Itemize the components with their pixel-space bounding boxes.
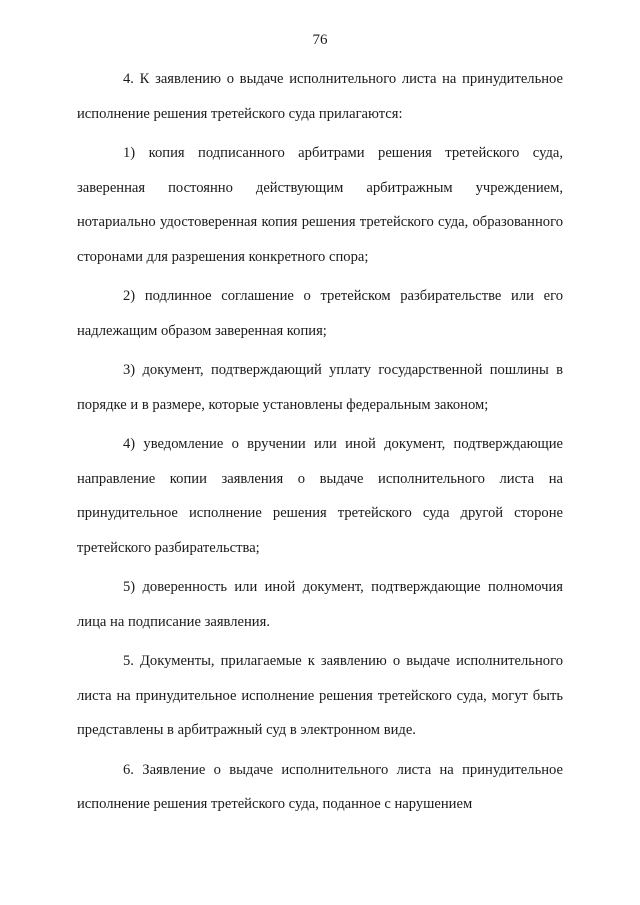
paragraph-4: 4. К заявлению о выдаче исполнительного листа на принудительное исполнение решения третейского суда прилагаются: <box>77 71 563 122</box>
paragraph-5: 5. Документы, прилагаемые к заявлению о выдаче исполнительного листа на принудительное исполнение решения третейского суда, могут быть представлены в арбитражный суд в электронном виде. <box>77 653 563 738</box>
list-item-3: 3) документ, подтверждающий уплату государственной пошлины в порядке и в размере, которые установлены федеральным законом; <box>77 362 563 413</box>
list-item-1: 1) копия подписанного арбитрами решения третейского суда, заверенная постоянно действующим арбитражным учреждением, нотариально удостоверенная копия решения третейского суда, образованного сторонами для разрешения конкретного спора; <box>77 145 563 265</box>
list-item-5: 5) доверенность или иной документ, подтверждающие полномочия лица на подписание заявления. <box>77 579 563 630</box>
list-item-4: 4) уведомление о вручении или иной документ, подтверждающие направление копии заявления о выдаче исполнительного листа на принудительное исполнение решения третейского суда другой стороне третейского разбирательства; <box>77 436 563 556</box>
paragraph-6: 6. Заявление о выдаче исполнительного листа на принудительное исполнение решения третейского суда, поданное с нарушением <box>77 761 563 812</box>
list-item-2: 2) подлинное соглашение о третейском разбирательстве или его надлежащим образом заверенная копия; <box>77 288 563 339</box>
page-number: 76 <box>312 32 328 48</box>
document-body <box>77 62 563 827</box>
